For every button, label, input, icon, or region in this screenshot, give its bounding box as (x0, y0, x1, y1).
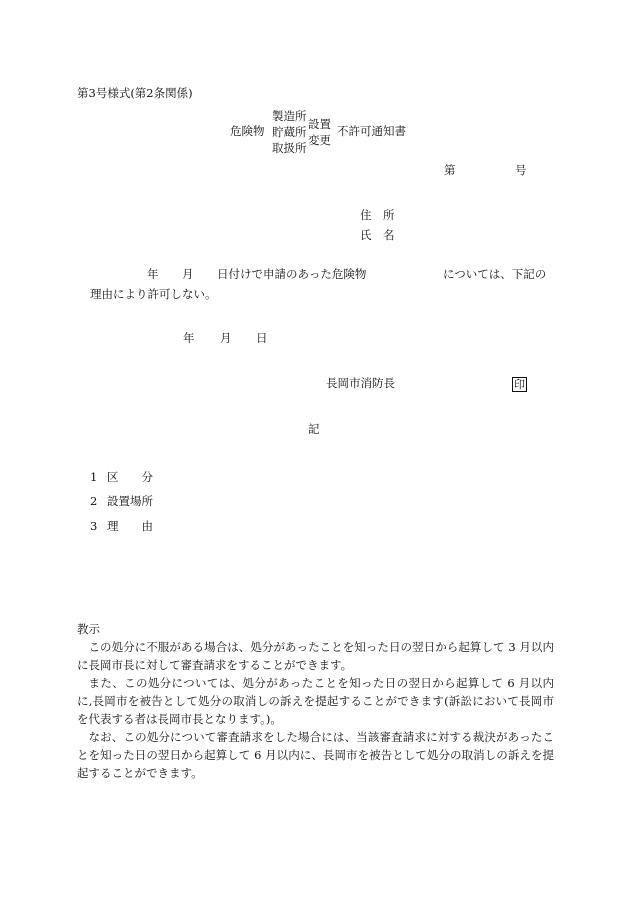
facility-type: 取扱所 (272, 141, 307, 156)
ki-heading: 記 (308, 422, 320, 436)
action-stack (308, 116, 331, 148)
notice-paragraph: なお、この処分について審査請求をした場合には、当該審査請求に対する裁決があったことを知った日の翌日から起算して 6 月以内に、長岡市を被告として処分の取消しの訴えを提起することができます。 (77, 730, 554, 780)
body-tail: については、下記の (443, 267, 547, 281)
notice-paragraph: この処分に不服がある場合は、処分があったことを知った日の翌日から起算して 3 月以内に長岡市長に対して審査請求をすることができます。 (77, 640, 554, 672)
action-type: 変更 (308, 133, 331, 148)
item-number: 2 (90, 494, 98, 508)
item-label: 区 分 (107, 470, 153, 484)
item-label: 設置場所 (107, 494, 153, 508)
body-month: 月 (182, 267, 194, 281)
date-year: 年 (183, 331, 195, 345)
date-month: 月 (220, 331, 232, 345)
title-prefix: 危険物 (230, 124, 265, 138)
notice-title: 教示 (77, 622, 100, 636)
item-number: 1 (90, 470, 98, 484)
date-day: 日 (256, 331, 268, 345)
item-number: 3 (90, 519, 98, 533)
title-suffix: 不許可通知書 (337, 124, 406, 138)
body-year: 年 (147, 267, 159, 281)
item-label: 理 由 (107, 519, 153, 533)
facility-type: 貯蔵所 (272, 125, 307, 140)
number-go: 号 (515, 163, 527, 177)
facility-type: 製造所 (272, 109, 307, 123)
name-label: 氏 名 (360, 228, 395, 242)
body-text: 日付けで申請のあった危険物 (217, 267, 367, 281)
body-line2: 理由により許可しない。 (90, 287, 217, 301)
seal-mark: 印 (514, 378, 525, 391)
form-label: 第3号様式(第2条関係) (77, 86, 193, 100)
notice-section (77, 620, 554, 782)
facility-type-stack (272, 108, 307, 156)
number-dai: 第 (444, 163, 456, 177)
issuer-name: 長岡市消防長 (326, 376, 395, 390)
notice-paragraph: また、この処分については、処分があったことを知った日の翌日から起算して 6 月以内に,長岡市を被告として処分の取消しの訴えを提起することができます(訴訟において長岡市を代表する者は長岡市長となります。)。 (77, 676, 554, 726)
address-label: 住 所 (360, 208, 395, 222)
action-type: 設置 (308, 117, 331, 131)
